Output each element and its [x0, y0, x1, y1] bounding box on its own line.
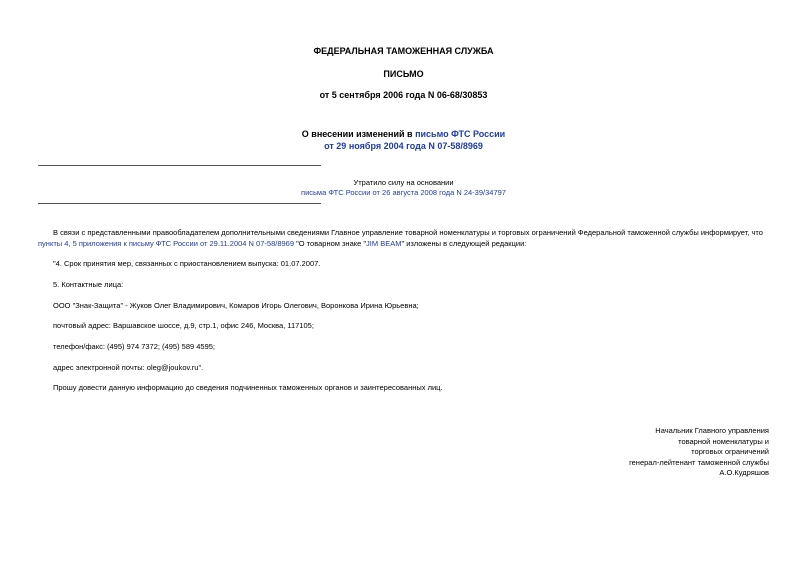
- signature-position-1: Начальник Главного управления: [655, 426, 769, 435]
- postal-address: почтовый адрес: Варшавское шоссе, д.9, стр.1, офис 246, Москва, 117105;: [53, 321, 314, 330]
- signature-name: А.О.Кудряшов: [719, 468, 769, 477]
- intro-link-trademark[interactable]: JIM BEAM: [366, 239, 402, 248]
- document-type: ПИСЬМО: [383, 69, 424, 79]
- intro-text-end: " изложены в следующей редакции:: [401, 239, 527, 248]
- signature-block: [529, 426, 769, 479]
- intro-link-items[interactable]: пункты 4, 5 приложения к письму ФТС России от 29.11.2004 N 07-58/8969: [38, 239, 295, 248]
- status-note: Утратило силу на основании: [353, 178, 454, 187]
- divider-bottom: [38, 203, 321, 204]
- email-address: адрес электронной почты: oleg@joukov.ru".: [53, 363, 204, 372]
- contact-persons: ООО "Знак-Защита" - Жуков Олег Владимирович, Комаров Игорь Олегович, Воронкова Ирина Юрьевна;: [53, 301, 419, 310]
- signature-position-2: товарной номенклатуры и: [678, 436, 769, 446]
- signature-position-3: торговых ограничений: [691, 447, 769, 456]
- subject-line2: [0, 141, 807, 151]
- agency-title: ФЕДЕРАЛЬНАЯ ТАМОЖЕННАЯ СЛУЖБА: [313, 46, 494, 56]
- intro-text-mid: "О товарном знаке ": [294, 239, 367, 248]
- request-paragraph: Прошу довести данную информацию до сведения подчиненных таможенных органов и заинтересованных лиц.: [53, 383, 443, 392]
- intro-paragraph: [38, 227, 770, 249]
- status-link[interactable]: письма ФТС России от 26 августа 2008 года N 24-39/34797: [301, 188, 506, 197]
- subject-line1: [0, 129, 807, 139]
- divider-top: [38, 165, 321, 166]
- subject-link-letter[interactable]: письмо ФТС России: [415, 129, 506, 139]
- subject-prefix: О внесении изменений в: [301, 129, 416, 139]
- item-5: 5. Контактные лица:: [53, 280, 124, 289]
- phone-fax: телефон/факс: (495) 974 7372; (495) 589 4595;: [53, 342, 216, 351]
- intro-text-start: В связи с представленными правообладателем дополнительными сведениями Главное управление товарной номенклатуры и торговых ограничений Федеральной таможенной службы информирует, что: [53, 228, 763, 237]
- document-date-number: от 5 сентября 2006 года N 06-68/30853: [319, 90, 488, 100]
- item-4: "4. Срок принятия мер, связанных с приостановлением выпуска: 01.07.2007.: [53, 259, 321, 268]
- signature-rank: генерал-лейтенант таможенной службы: [629, 457, 769, 467]
- subject-link-date[interactable]: от 29 ноября 2004 года N 07-58/8969: [324, 141, 483, 151]
